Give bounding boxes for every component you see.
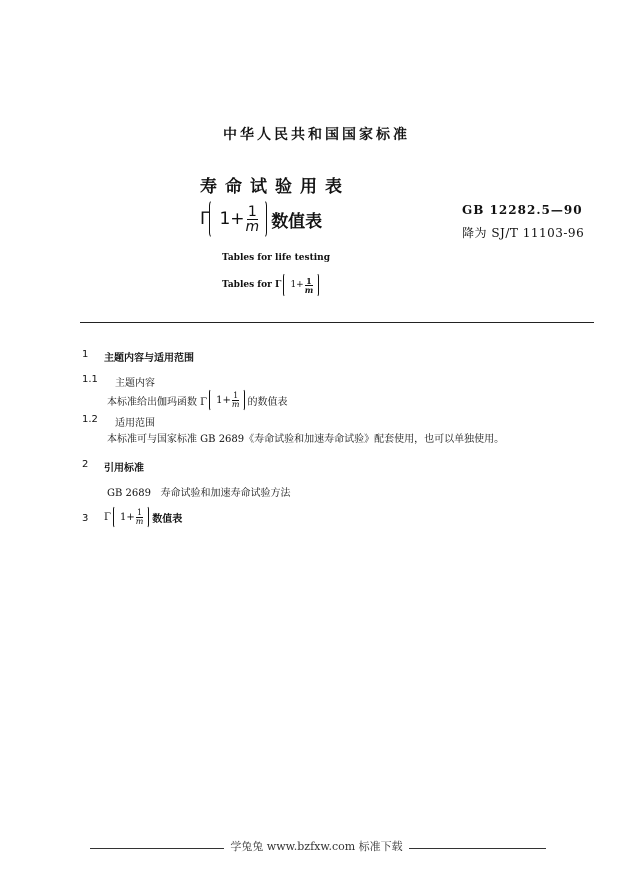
- right-paren: [260, 200, 267, 238]
- replaced-by: 降为 SJ/T 11103-96: [462, 226, 585, 240]
- fraction-numerator: 1: [247, 203, 257, 220]
- right-paren: [144, 506, 149, 528]
- section-2-number: 2: [82, 459, 89, 470]
- section-1-1-text: [107, 389, 287, 411]
- fraction-denominator: m: [231, 399, 240, 409]
- fraction: [232, 392, 240, 409]
- fraction-numerator: 1: [306, 275, 312, 286]
- title-formula: [200, 200, 322, 238]
- right-paren: [240, 389, 245, 411]
- one-plus: 1+: [219, 209, 245, 229]
- section-1-2-title: 适用范围: [115, 418, 155, 429]
- english-title-1: Tables for life testing: [222, 253, 330, 263]
- section-2-text: GB 2689 寿命试验和加速寿命试验方法: [107, 488, 291, 499]
- one-plus: 1+: [216, 394, 231, 406]
- section-3-number: 3: [82, 513, 89, 524]
- gamma-symbol: Γ: [104, 511, 111, 523]
- fraction-denominator: m: [304, 284, 314, 295]
- fraction-numerator: 1: [233, 390, 239, 400]
- section-1-title: 主题内容与适用范围: [104, 353, 194, 364]
- right-paren: [314, 273, 319, 297]
- section-2-title: 引用标准: [104, 463, 144, 474]
- fraction-denominator: m: [135, 516, 144, 526]
- fraction-denominator: m: [245, 218, 260, 235]
- left-paren: [283, 273, 288, 297]
- fraction: [305, 277, 313, 294]
- text-prefix: 本标准给出伽玛函数 Γ: [107, 396, 208, 408]
- title-suffix: 数值表: [271, 211, 323, 232]
- header-divider: [80, 322, 594, 323]
- standard-title: 中华人民共和国国家标准: [223, 127, 410, 143]
- gb-code: GB 12282.5—90: [462, 203, 583, 217]
- text-suffix: 的数值表: [247, 396, 288, 408]
- footer-watermark: [0, 838, 633, 854]
- fraction-numerator: 1: [136, 507, 143, 517]
- section-1-number: 1: [82, 349, 89, 360]
- section-1-1-number: 1.1: [82, 374, 98, 385]
- left-paren: [209, 389, 214, 411]
- section-3-suffix: 数值表: [152, 513, 183, 525]
- footer-watermark-text: 学兔兔 www.bzfxw.com 标准下载: [224, 840, 408, 853]
- document-title: 寿命试验用表: [200, 177, 350, 197]
- section-3-title: [104, 506, 182, 528]
- section-1-2-number: 1.2: [82, 414, 98, 425]
- section-1-2-text: 本标准可与国家标准 GB 2689《寿命试验和加速寿命试验》配套使用，也可以单独使用。: [107, 434, 505, 445]
- english-title-2: [222, 273, 319, 297]
- left-paren: [113, 506, 118, 528]
- fraction: [246, 205, 260, 234]
- left-paren: [209, 200, 216, 238]
- gamma-symbol: Γ: [200, 209, 210, 229]
- one-plus: 1+: [290, 280, 304, 290]
- english-title-2-prefix: Tables for Γ: [222, 280, 282, 290]
- fraction: [136, 509, 144, 526]
- section-1-1-title: 主题内容: [115, 378, 155, 389]
- one-plus: 1+: [119, 511, 135, 523]
